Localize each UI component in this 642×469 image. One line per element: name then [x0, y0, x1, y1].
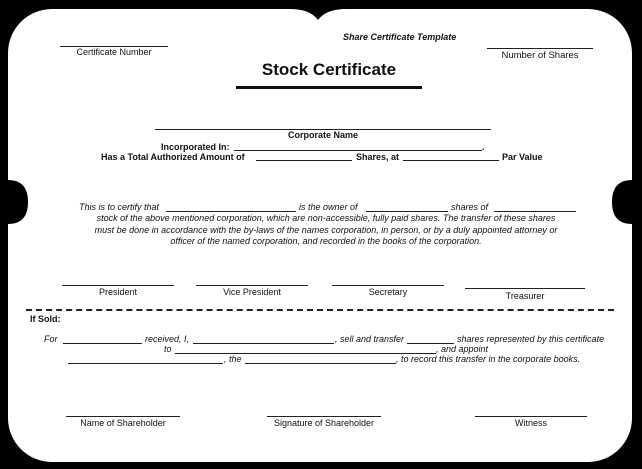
- title-underline: [236, 86, 422, 89]
- template-label: Share Certificate Template: [343, 32, 457, 42]
- authorized-prefix: Has a Total Authorized Amount of: [101, 152, 245, 162]
- certify-line-2: stock of the above mentioned corporation, which are non-accessible, fully paid shares. The transfer of these shares: [96, 213, 556, 223]
- sold-received-label: received, I,: [145, 334, 190, 344]
- certificate-number-label: Certificate Number: [76, 47, 152, 57]
- vice-president-signature-line: [196, 285, 308, 286]
- treasurer-signature-line: [465, 288, 585, 289]
- sold-amount-line: [63, 343, 142, 344]
- owner-name-line: [166, 211, 296, 212]
- sold-the-label: , the: [224, 354, 242, 364]
- secretary-signature-line: [332, 285, 444, 286]
- certify-line-3: must be done in accordance with the by-laws of the names corporation, in person, or by a duly appointed attorney or: [94, 225, 558, 235]
- number-of-shares-line: [487, 48, 593, 49]
- witness-label: Witness: [514, 418, 548, 428]
- authorized-amount-line: [256, 160, 352, 161]
- par-value-line: [403, 160, 499, 161]
- shareholder-name-label: Name of Shareholder: [80, 418, 166, 428]
- shareholder-name-line: [66, 416, 180, 417]
- corporate-name-label: Corporate Name: [287, 130, 359, 140]
- incorporated-label: Incorporated In:: [161, 142, 230, 152]
- shareholder-signature-label: Signature of Shareholder: [273, 418, 375, 428]
- secretary-label: Secretary: [368, 287, 408, 297]
- witness-signature-line: [475, 416, 587, 417]
- par-value-label: Par Value: [502, 152, 543, 162]
- sold-sell-transfer-label: , sell and transfer: [335, 334, 405, 344]
- sold-for-label: For: [44, 334, 58, 344]
- number-of-shares-label: Number of Shares: [501, 50, 579, 61]
- page-title: Stock Certificate: [261, 60, 397, 79]
- certify-part-3: shares of: [451, 202, 489, 212]
- vice-president-label: Vice President: [223, 287, 281, 297]
- seller-name-line: [193, 343, 334, 344]
- president-label: President: [98, 287, 138, 297]
- attorney-title-line: [245, 363, 396, 364]
- treasurer-label: Treasurer: [505, 291, 545, 301]
- shares-at-label: Shares, at: [356, 152, 400, 162]
- incorporated-line: [234, 150, 482, 151]
- certify-line-4: officer of the named corporation, and recorded in the books of the corporation.: [170, 236, 482, 246]
- attorney-name-line: [68, 363, 223, 364]
- incorporated-end: .: [482, 142, 485, 152]
- sold-to-label: to: [164, 344, 172, 354]
- if-sold-heading: If Sold:: [30, 314, 61, 324]
- certify-part-1: This is to certify that: [79, 202, 160, 212]
- sold-record-label: , to record this transfer in the corporate books.: [396, 354, 581, 364]
- sold-and-appoint-label: , and appoint: [436, 344, 489, 354]
- president-signature-line: [62, 285, 174, 286]
- sold-shares-represented-label: shares represented by this certificate: [457, 334, 605, 344]
- shareholder-signature-line: [267, 416, 381, 417]
- dashed-divider: [26, 309, 614, 311]
- shares-count-line: [366, 211, 448, 212]
- share-class-line: [494, 211, 576, 212]
- certify-part-2: is the owner of: [299, 202, 358, 212]
